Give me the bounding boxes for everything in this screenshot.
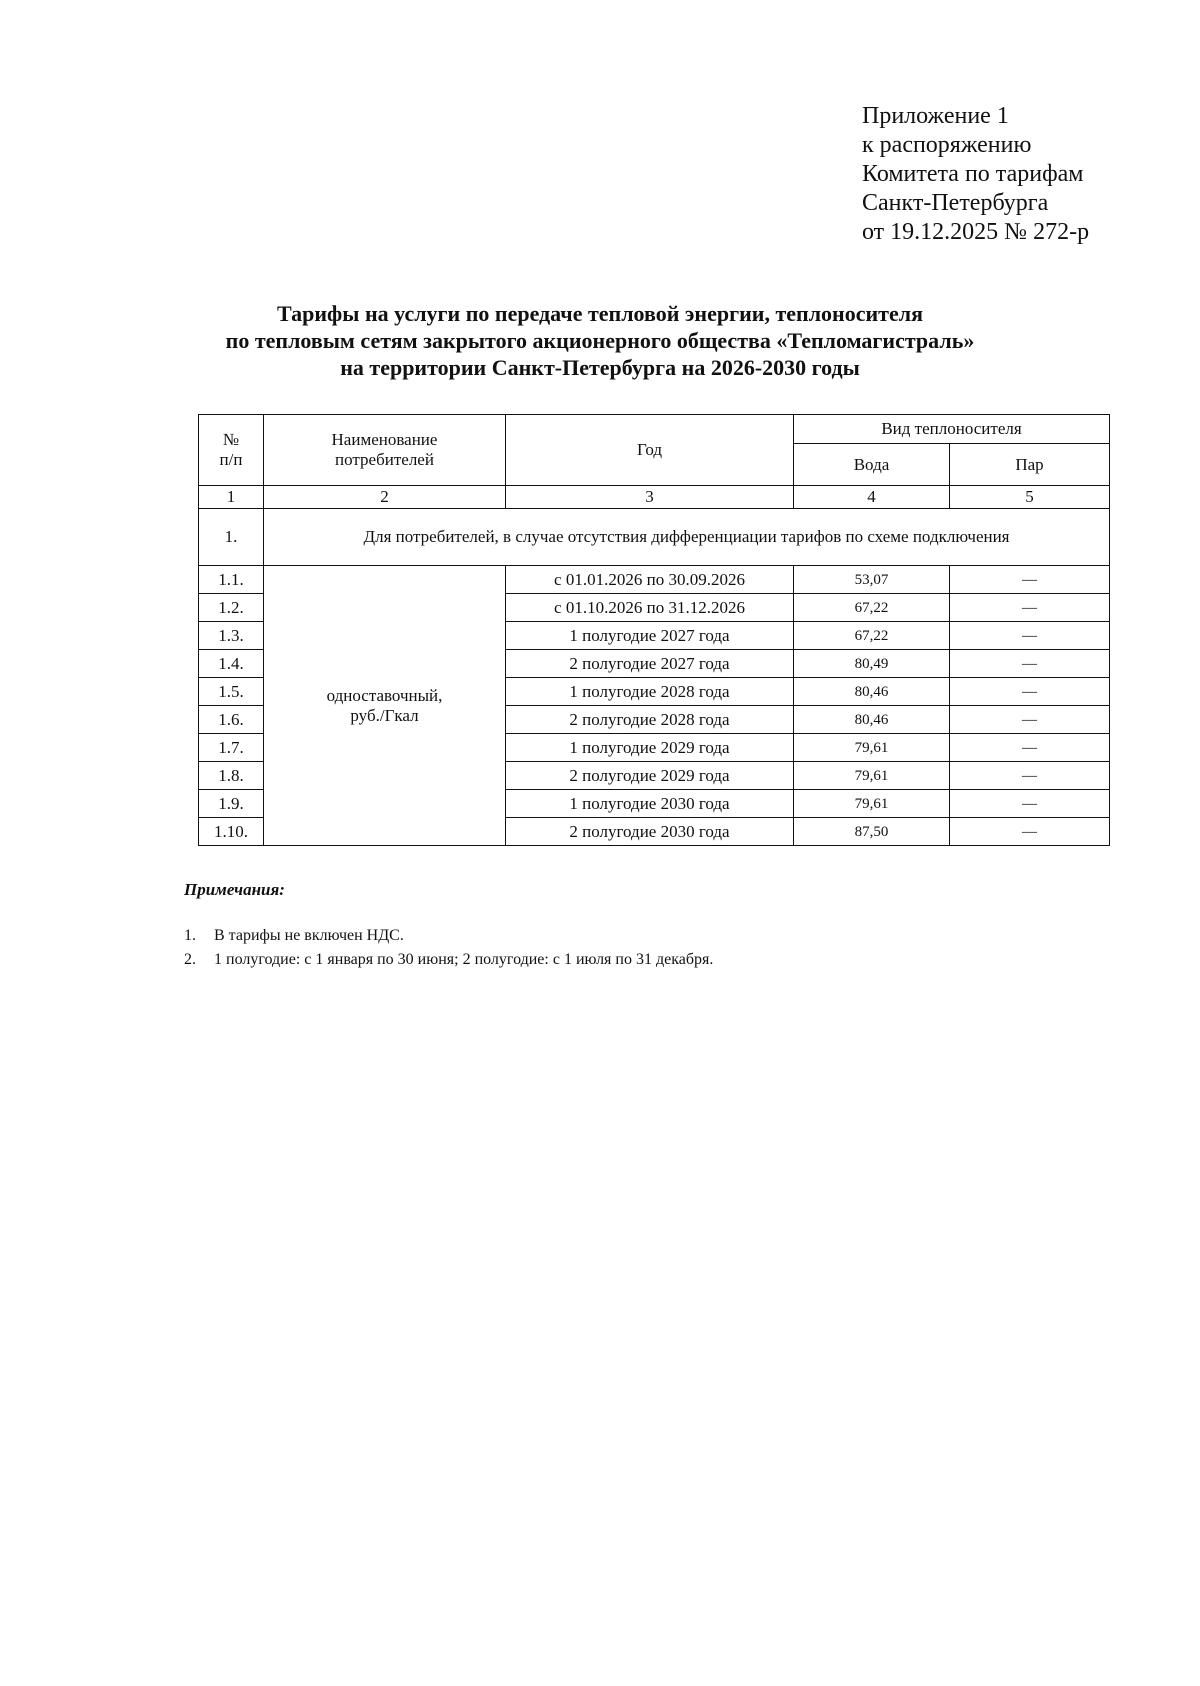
note-number: 2. [184,951,196,968]
note-number: 1. [184,927,196,944]
note-text: В тарифы не включен НДС. [214,927,404,944]
row-period: 2 полугодие 2027 года [506,650,794,678]
column-number: 5 [950,486,1110,509]
title-line: по тепловым сетям закрытого акционерного общества «Тепломагистраль» [225,328,975,353]
row-num: 1.7. [199,734,264,762]
row-num: 1.1. [199,566,264,594]
header-year: Год [506,415,794,486]
row-water-value: 53,07 [794,566,950,594]
column-number-row [199,486,1110,509]
row-period: 2 полугодие 2028 года [506,706,794,734]
title-line: Тарифы на услуги по передаче тепловой энергии, теплоносителя [277,301,923,326]
row-period: 1 полугодие 2027 года [506,622,794,650]
row-steam-value: — [950,566,1110,594]
header-consumers: Наименование потребителей [264,415,506,486]
appendix-line: Приложение 1 [862,103,1009,129]
group-description: Для потребителей, в случае отсутствия дифференциации тарифов по схеме подключения [264,509,1110,566]
tariff-table [198,414,1110,846]
row-water-value: 67,22 [794,594,950,622]
group-num: 1. [199,509,264,566]
note-item [184,948,713,972]
row-period: с 01.01.2026 по 30.09.2026 [506,566,794,594]
row-period: 2 полугодие 2029 года [506,762,794,790]
row-steam-value: — [950,734,1110,762]
row-steam-value: — [950,706,1110,734]
column-number: 2 [264,486,506,509]
column-number: 4 [794,486,950,509]
row-water-value: 79,61 [794,762,950,790]
appendix-line: к распоряжению [862,132,1032,158]
row-steam-value: — [950,762,1110,790]
note-item [184,924,713,948]
header-row [199,415,1110,444]
row-num: 1.3. [199,622,264,650]
row-steam-value: — [950,678,1110,706]
row-steam-value: — [950,650,1110,678]
row-period: 2 полугодие 2030 года [506,818,794,846]
header-steam: Пар [950,444,1110,486]
notes-block [184,880,713,972]
row-steam-value: — [950,818,1110,846]
note-text: 1 полугодие: с 1 января по 30 июня; 2 полугодие: с 1 июля по 31 декабря. [214,951,714,968]
appendix-line: Санкт-Петербурга [862,190,1049,216]
row-water-value: 80,46 [794,706,950,734]
row-num: 1.10. [199,818,264,846]
row-num: 1.6. [199,706,264,734]
row-period: 1 полугодие 2029 года [506,734,794,762]
row-steam-value: — [950,594,1110,622]
row-water-value: 79,61 [794,790,950,818]
appendix-line: от 19.12.2025 № 272-р [862,219,1090,245]
column-number: 1 [199,486,264,509]
row-water-value: 80,46 [794,678,950,706]
row-period: 1 полугодие 2028 года [506,678,794,706]
title-line: на территории Санкт-Петербурга на 2026-2030 годы [340,355,860,380]
row-num: 1.4. [199,650,264,678]
appendix-block [862,102,1089,247]
row-num: 1.2. [199,594,264,622]
row-steam-value: — [950,790,1110,818]
header-num: № п/п [199,415,264,486]
row-water-value: 67,22 [794,622,950,650]
row-num: 1.5. [199,678,264,706]
row-water-value: 87,50 [794,818,950,846]
group-row [199,509,1110,566]
row-water-value: 79,61 [794,734,950,762]
row-water-value: 80,49 [794,650,950,678]
row-period: с 01.10.2026 по 31.12.2026 [506,594,794,622]
document-title [0,300,1200,381]
appendix-line: Комитета по тарифам [862,161,1084,187]
row-steam-value: — [950,622,1110,650]
row-num: 1.9. [199,790,264,818]
row-num: 1.8. [199,762,264,790]
header-water: Вода [794,444,950,486]
header-carrier-type: Вид теплоносителя [794,415,1110,444]
table-row [199,566,1110,594]
notes-title: Примечания: [184,880,285,899]
consumer-name: одноставочный, руб./Гкал [264,566,506,846]
column-number: 3 [506,486,794,509]
row-period: 1 полугодие 2030 года [506,790,794,818]
